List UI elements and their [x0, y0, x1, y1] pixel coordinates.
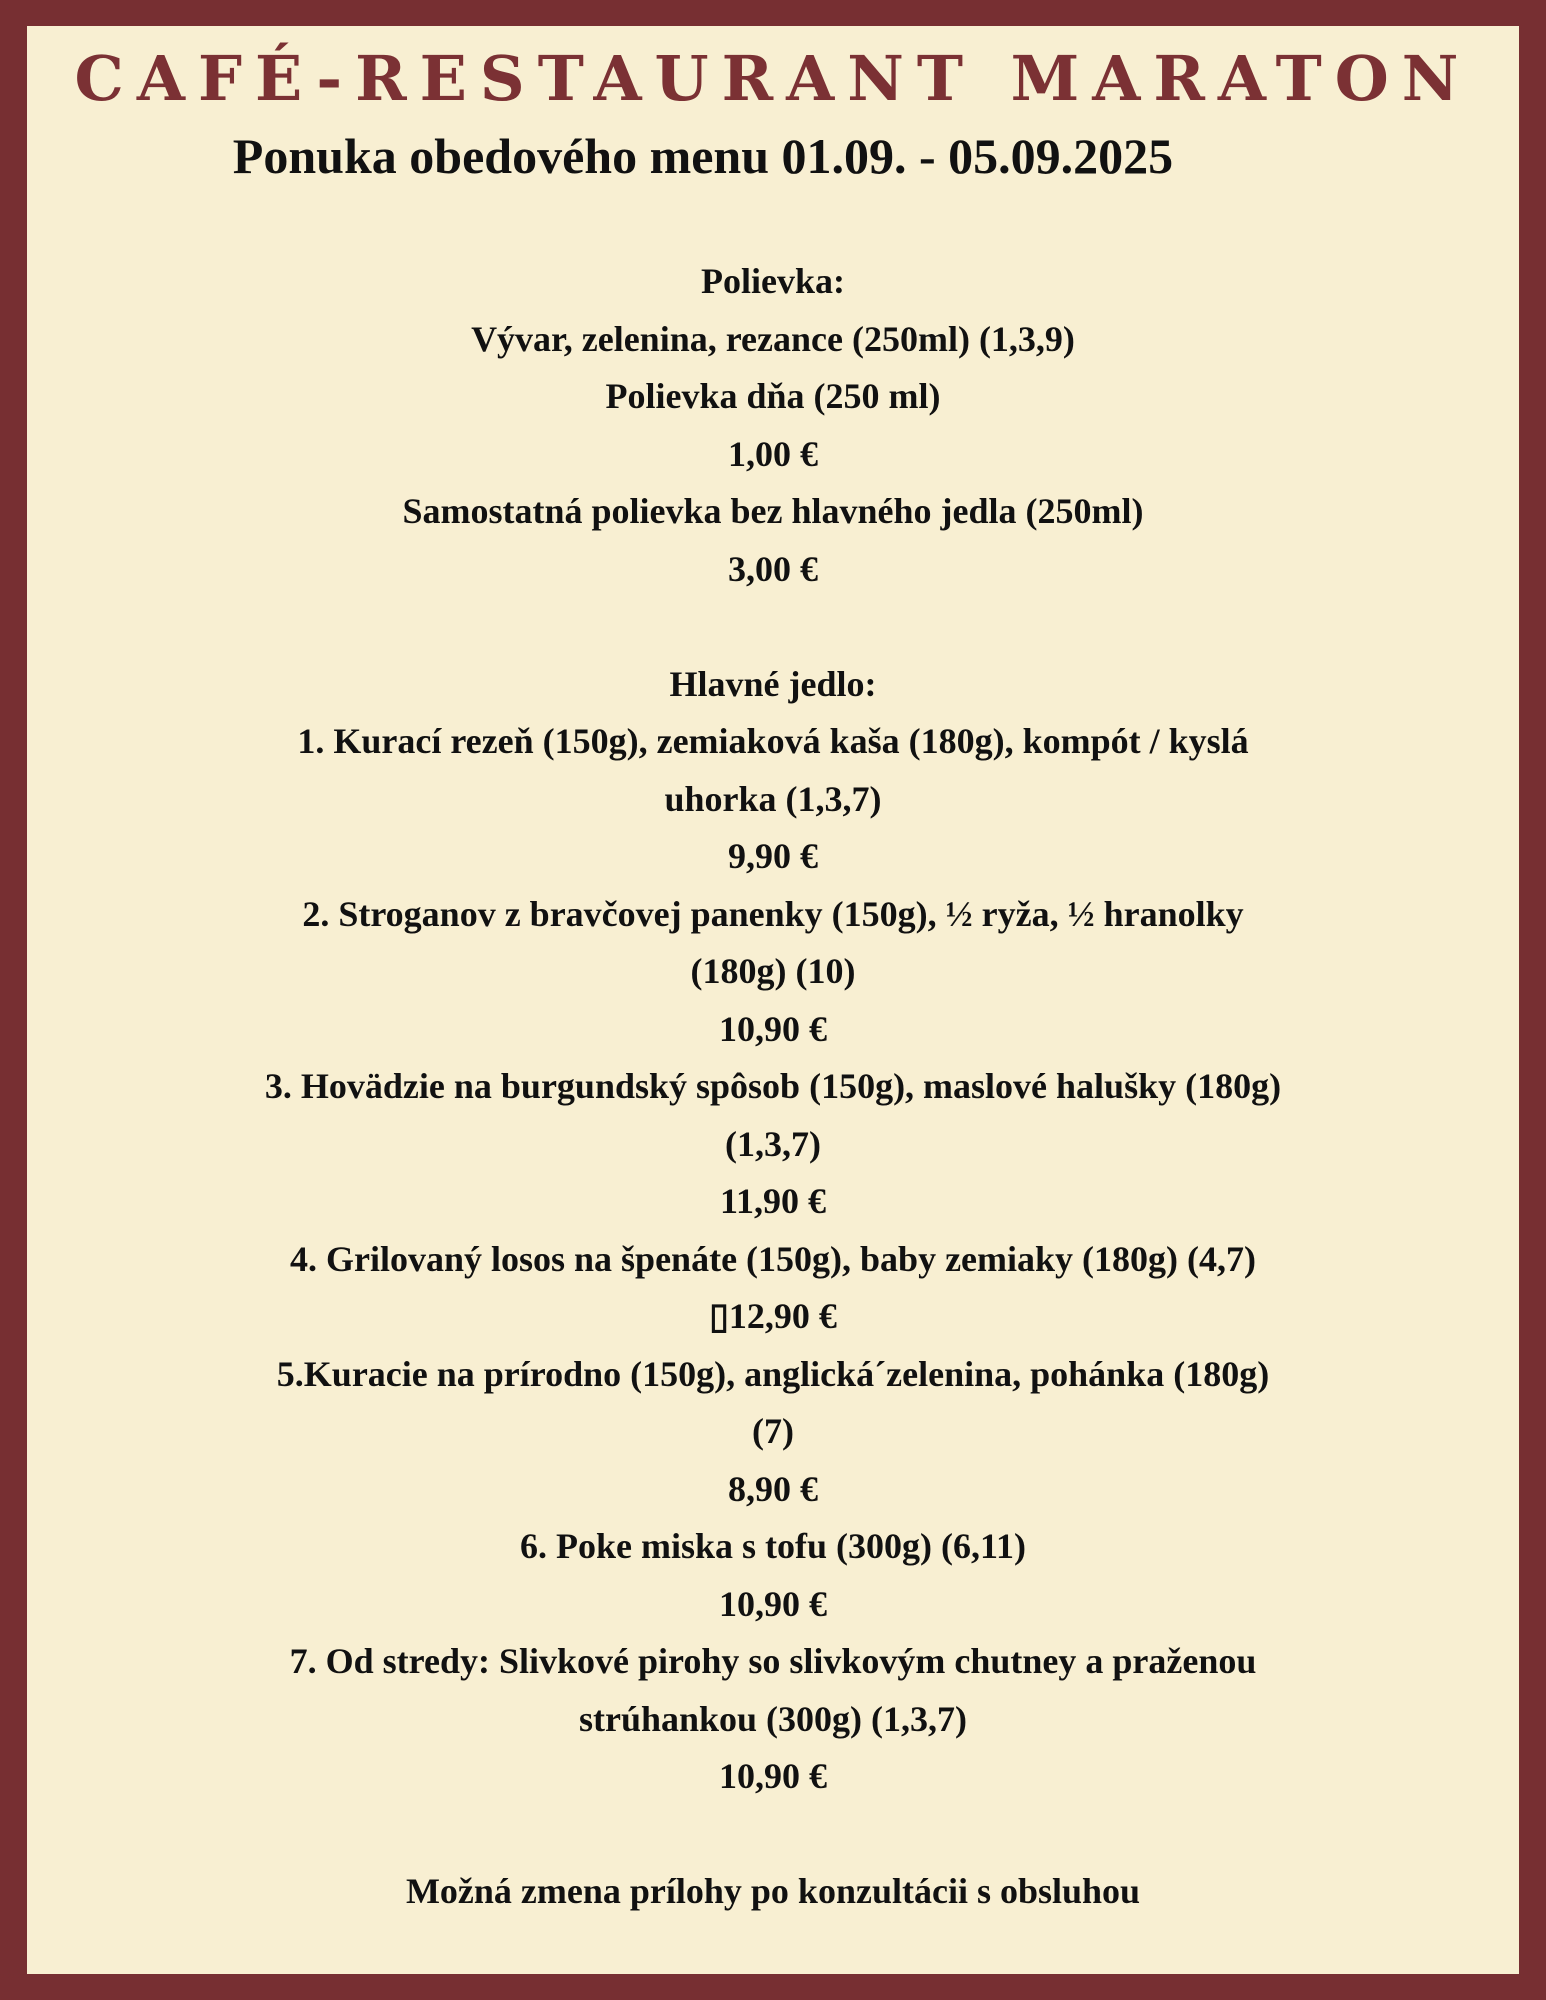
dish-price: ▯12,90 €	[709, 1296, 837, 1336]
dish-name: 3. Hovädzie na burgundský spôsob (150g), maslové halušky (180g)	[264, 1066, 1282, 1106]
main-heading: Hlavné jedlo:	[669, 663, 877, 704]
dish-price: 11,90 €	[719, 1181, 826, 1221]
dish-name: 6. Poke miska s tofu (300g) (6,11)	[520, 1526, 1026, 1566]
dish-name-cont: (180g) (10)	[690, 951, 856, 991]
dish-price: 10,90 €	[719, 1008, 827, 1049]
soup-price: 1,00 €	[728, 433, 818, 474]
standalone-soup-label: Samostatná polievka bez hlavného jedla (250ml)	[402, 491, 1144, 531]
dish-name-cont: uhorka (1,3,7)	[664, 778, 882, 819]
section-spacer	[27, 1806, 1519, 1864]
dish-price: 8,90 €	[728, 1468, 818, 1509]
menu-title: Ponuka obedového menu 01.09. - 05.09.2025	[232, 128, 1174, 184]
footer-note: Možná zmena prílohy po konzultácii s obsluhou	[405, 1871, 1141, 1911]
menu-body	[27, 253, 1519, 1921]
standalone-soup-price: 3,00 €	[728, 548, 818, 589]
dish-name: 7. Od stredy: Slivkové pirohy so slivkovým chutney a praženou	[289, 1641, 1257, 1681]
dish-name: 1. Kurací rezeň (150g), zemiaková kaša (180g), kompót / kyslá	[297, 721, 1249, 761]
dish-price: 9,90 €	[728, 836, 818, 876]
dish-name-cont: (1,3,7)	[725, 1123, 821, 1164]
dish-name-cont: (7)	[752, 1411, 794, 1451]
menu-page	[27, 26, 1519, 1974]
dish-price: 10,90 €	[719, 1583, 827, 1624]
restaurant-name: CAFÉ-RESTAURANT MARATON	[74, 42, 1472, 115]
dish-name: 5.Kuracie na prírodno (150g), anglická´zelenina, pohánka (180g)	[276, 1353, 1270, 1394]
dish-price: 10,90 €	[719, 1756, 827, 1796]
dish-name: 2. Stroganov z bravčovej panenky (150g), ½ ryža, ½ hranolky	[302, 893, 1244, 934]
section-spacer	[27, 598, 1519, 656]
soup-item: Vývar, zelenina, rezance (250ml) (1,3,9)	[471, 318, 1075, 359]
soup-heading: Polievka:	[701, 261, 845, 301]
dish-name-cont: strúhankou (300g) (1,3,7)	[578, 1698, 968, 1739]
soup-item: Polievka dňa (250 ml)	[605, 376, 941, 416]
dish-name: 4. Grilovaný losos na špenáte (150g), baby zemiaky (180g) (4,7)	[290, 1238, 1256, 1279]
